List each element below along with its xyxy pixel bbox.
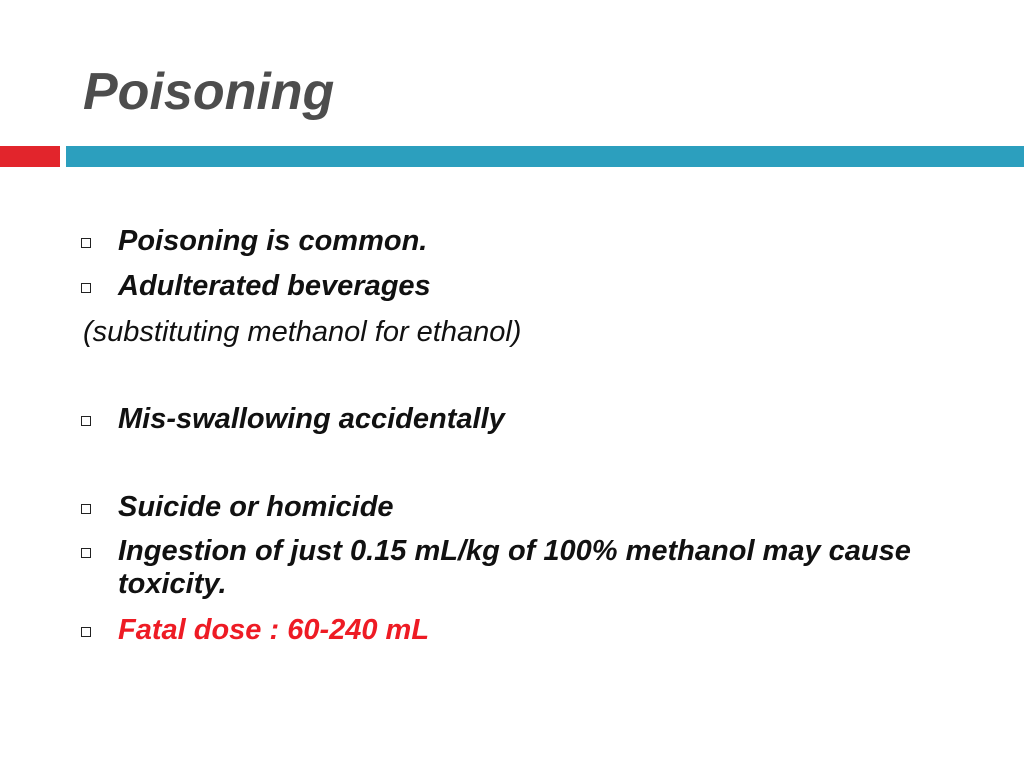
bullet-item [81, 614, 941, 647]
bullet-text-alert: Fatal dose : 60-240 mL [118, 614, 430, 646]
bullet-text: Poisoning is common. [118, 225, 428, 257]
bullet-text: Suicide or homicide [118, 491, 394, 523]
bullet-item [81, 535, 941, 601]
hollow-square-icon [81, 238, 91, 248]
bullet-text: Ingestion of just 0.15 mL/kg of 100% methanol may cause toxicity. [118, 535, 911, 600]
hollow-square-icon [81, 283, 91, 293]
hollow-square-icon [81, 504, 91, 514]
sub-note: (substituting methanol for ethanol) [83, 316, 522, 348]
bullet-item [81, 491, 941, 524]
hollow-square-icon [81, 627, 91, 637]
bullet-item [81, 225, 941, 258]
hollow-square-icon [81, 416, 91, 426]
bullet-item [81, 403, 941, 436]
hollow-square-icon [81, 548, 91, 558]
slide-title: Poisoning [83, 63, 335, 121]
bullet-text: Mis-swallowing accidentally [118, 403, 505, 435]
bullet-item [81, 270, 941, 303]
bullet-text: Adulterated beverages [118, 270, 431, 302]
